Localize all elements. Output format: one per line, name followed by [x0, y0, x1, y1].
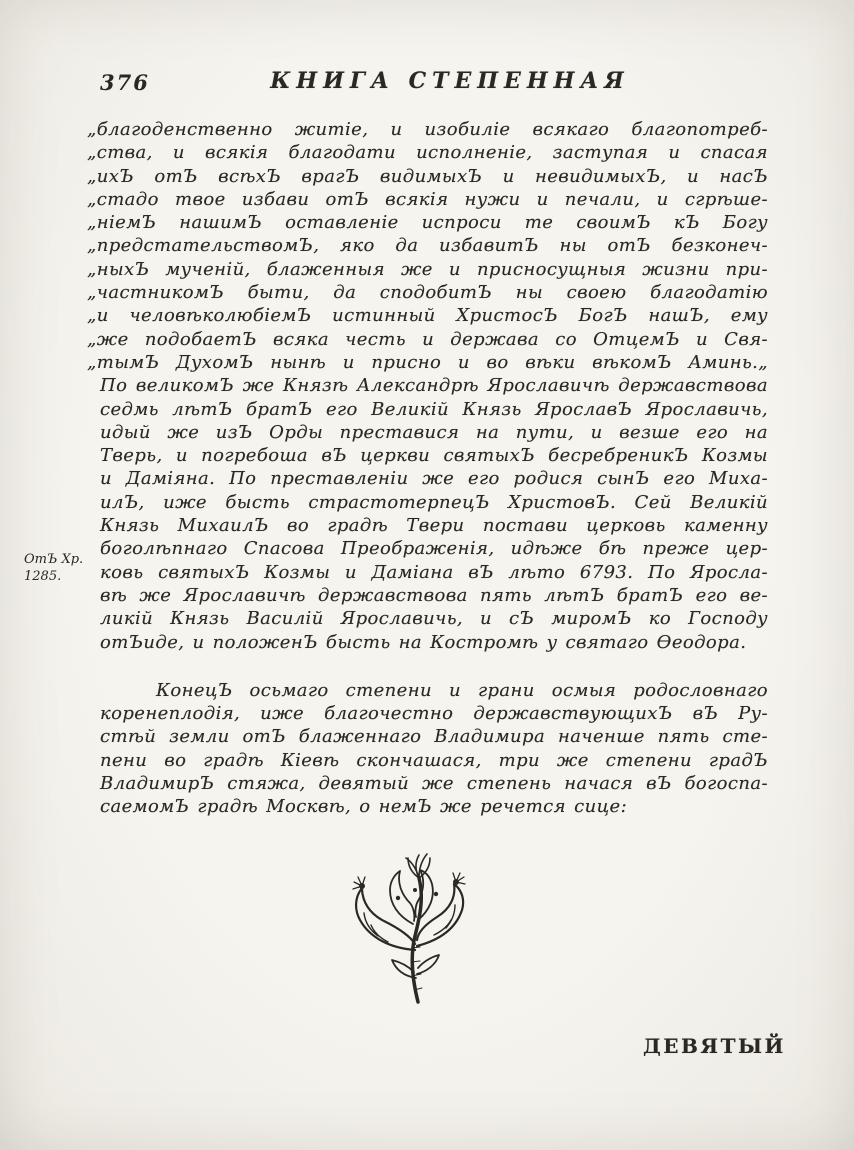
- text-line: „благоденственно житіе, и изобиліе всякаго благопотреб-: [87, 119, 768, 140]
- text-line: ковь святыхЪ Козмы и Даміана вЪ лѣто 6793. По Яросла-: [100, 561, 768, 583]
- text-line: пени во градѣ Кіевѣ скончашася, три же степени градЪ: [100, 749, 768, 771]
- text-line: ликій Князь Василій Ярославичь, и сЪ миромЪ ко Господу: [100, 608, 768, 630]
- text-line: „ніемЪ нашимЪ оставленіе испроси те своимЪ кЪ Богу: [87, 212, 768, 234]
- text-line: КонецЪ осьмаго степени и грани осмыя родословнаго: [156, 679, 768, 701]
- text-line: идый же изЪ Орды преставися на пути, и везше его на: [100, 421, 768, 443]
- text-line: ВладимирЪ стяжа, девятый же степень начася вЪ богоспа-: [100, 773, 768, 795]
- text-line: и Даміяна. По преставленіи же его родися сынЪ его Миха-: [100, 468, 768, 490]
- text-line: По великомЪ же Князѣ Александрѣ Ярославичѣ державствова: [100, 375, 768, 397]
- text-line: „же подобаетЪ всяка честь и держава со ОтцемЪ и Свя-: [87, 328, 768, 350]
- text-line: „ныхЪ мученій, блаженныя же и присносущныя жизни при-: [87, 258, 768, 280]
- text-line: „и человѣколюбіемЪ истинный ХристосЪ БогЪ нашЪ, ему: [87, 305, 768, 327]
- body-text: [87, 118, 768, 819]
- text-line: „тымЪ ДухомЪ нынѣ и присно и во вѣки вѣкомЪ Аминь.„: [87, 351, 768, 373]
- floral-ornament-icon: [318, 850, 508, 1010]
- margin-note: [24, 551, 98, 585]
- text-line: коренеплодія, иже благочестно державствующихЪ вЪ Ру-: [100, 703, 768, 725]
- paragraph-1: [87, 118, 768, 654]
- text-line: седмь лѣтЪ братЪ его Великій Князь ЯрославЪ Ярославичь,: [100, 398, 768, 420]
- text-line: отЪиде, и положенЪ бысть на Костромѣ у святаго Ѳеодора.: [100, 631, 747, 653]
- page-number: 376: [100, 70, 150, 95]
- text-line: вѣ же Ярославичѣ державствова пять лѣтЪ братЪ его ве-: [100, 584, 768, 606]
- text-line: Князь МихаилЪ во градѣ Твери постави церковь каменну: [100, 515, 768, 537]
- text-line: илЪ, иже бысть страстотерпецЪ ХристовЪ. Сей Великій: [100, 491, 768, 513]
- page-header: [0, 68, 854, 102]
- margin-note-line: 1285.: [24, 569, 62, 584]
- text-line: стѣй земли отЪ блаженнаго Владимира наченше пять сте-: [100, 726, 768, 748]
- text-line: „ихЪ отЪ всѣхЪ врагЪ видимыхЪ и невидимыхЪ, и насЪ: [87, 165, 768, 187]
- text-line: боголѣпнаго Спасова Преображенія, идѣже бѣ преже цер-: [100, 538, 768, 560]
- text-line: Тверь, и погребоша вЪ церкви святыхЪ бесребреникЪ Козмы: [100, 445, 768, 467]
- text-line: „предстательствомЪ, яко да избавитЪ ны отЪ безконеч-: [87, 235, 768, 257]
- text-line: „стадо твое избави отЪ всякія нужи и печали, и сгрѣше-: [87, 188, 768, 210]
- margin-note-line: ОтЪ Хр.: [24, 552, 84, 567]
- text-line: „ства, и всякія благодати исполненіе, заступая и спасая: [87, 142, 768, 164]
- text-line: „частникомЪ быти, да сподобитЪ ны своею благодатію: [87, 282, 768, 304]
- text-line: саемомЪ градѣ Москвѣ, о немЪ же речется сице:: [100, 796, 628, 818]
- page-title: КНИГА СТЕПЕННАЯ: [270, 68, 630, 94]
- catchword: ДЕВЯТЫЙ: [643, 1034, 786, 1058]
- paragraph-2: [100, 679, 768, 819]
